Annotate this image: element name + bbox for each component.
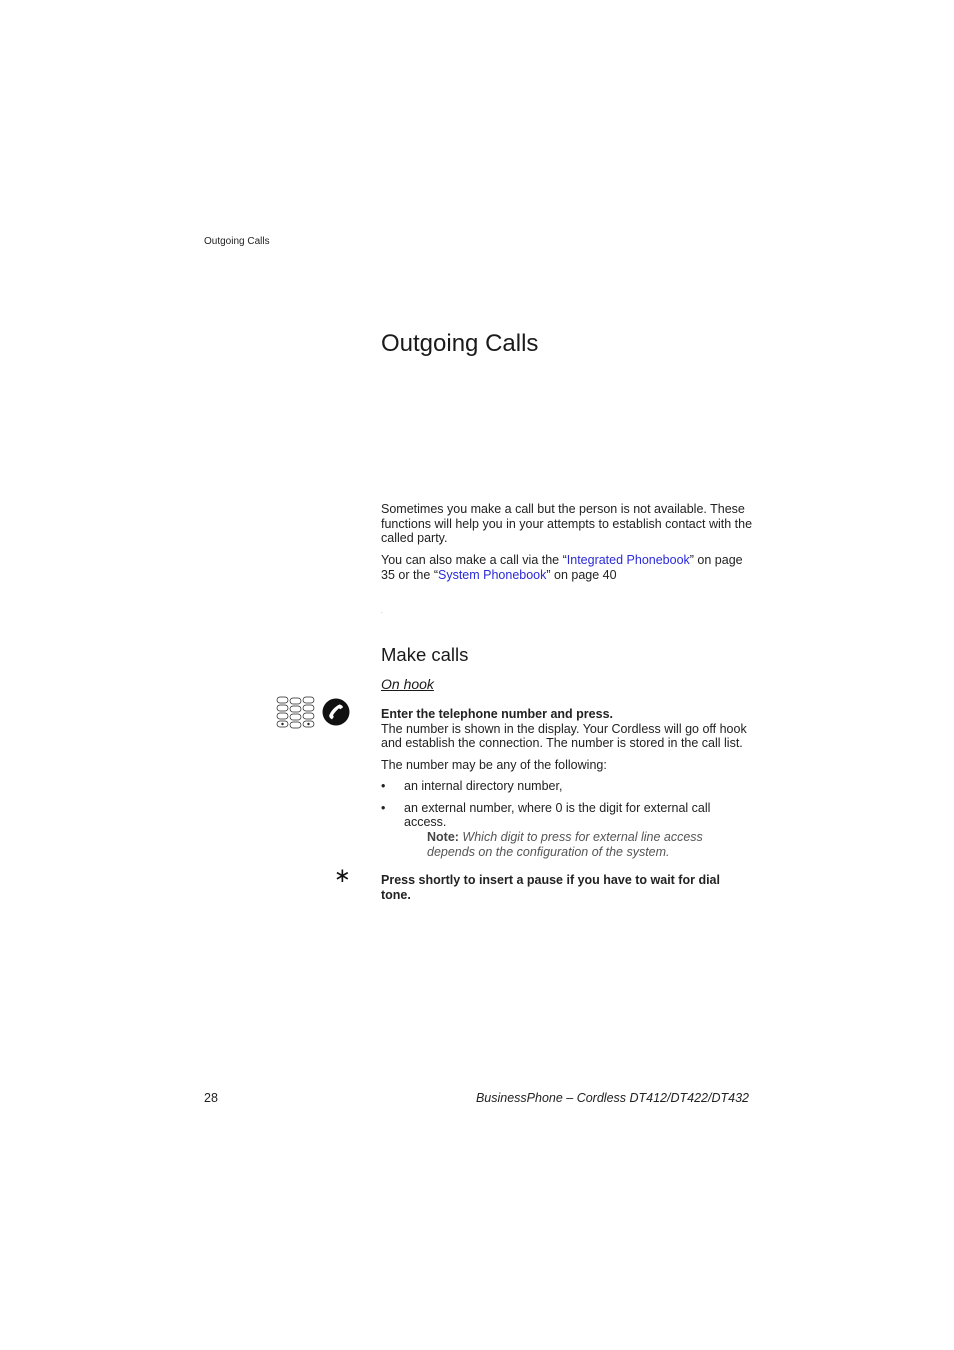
note-text: Which digit to press for external line access depends on the configuration of the system. bbox=[427, 830, 703, 859]
integrated-phonebook-link[interactable]: Integrated Phonebook bbox=[566, 553, 690, 567]
bullet-marker: • bbox=[381, 800, 386, 815]
note-label: Note: bbox=[427, 830, 459, 844]
bullet-marker: • bbox=[381, 779, 386, 793]
number-types-intro: The number may be any of the following: bbox=[381, 758, 607, 772]
section-heading: Make calls bbox=[381, 644, 469, 665]
intro-paragraph: Sometimes you make a call but the person is not available. These functions will help you in your attempts to establish contact with the called party. bbox=[381, 502, 753, 546]
note bbox=[427, 830, 753, 859]
list-item bbox=[381, 801, 753, 830]
off-hook-handset-icon bbox=[322, 698, 350, 726]
dial-instruction bbox=[381, 707, 753, 751]
stray-mark: . bbox=[381, 609, 383, 615]
reference-text-end: ” on page 40 bbox=[546, 567, 617, 582]
dial-instruction-text: The number is shown in the display. Your Cordless will go off hook and establish the connection. The number is stored in the call list. bbox=[381, 721, 747, 751]
reference-text-start: You can also make a call via the “ bbox=[381, 553, 567, 567]
page-title: Outgoing Calls bbox=[381, 330, 539, 357]
page-number: 28 bbox=[204, 1091, 218, 1105]
reference-paragraph bbox=[381, 553, 753, 582]
keypad-icon bbox=[276, 696, 318, 730]
reference-text-middle: ” on page 35 or the “ bbox=[381, 553, 743, 582]
system-phonebook-link[interactable]: System Phonebook bbox=[437, 567, 547, 582]
star-key-icon: ∗ bbox=[334, 865, 351, 887]
pause-instruction: Press shortly to insert a pause if you have to wait for dial tone. bbox=[381, 873, 720, 902]
footer-doc-title: BusinessPhone – Cordless DT412/DT422/DT432 bbox=[475, 1091, 749, 1105]
list-item-text: an internal directory number, bbox=[404, 779, 563, 793]
number-types-list bbox=[381, 779, 753, 837]
list-item bbox=[381, 779, 753, 794]
subsection-heading: On hook bbox=[381, 676, 434, 692]
dial-instruction-title: Enter the telephone number and press. bbox=[381, 707, 613, 721]
running-header: Outgoing Calls bbox=[204, 236, 270, 247]
list-item-text: an external number, where 0 is the digit for external call access. bbox=[404, 800, 711, 830]
